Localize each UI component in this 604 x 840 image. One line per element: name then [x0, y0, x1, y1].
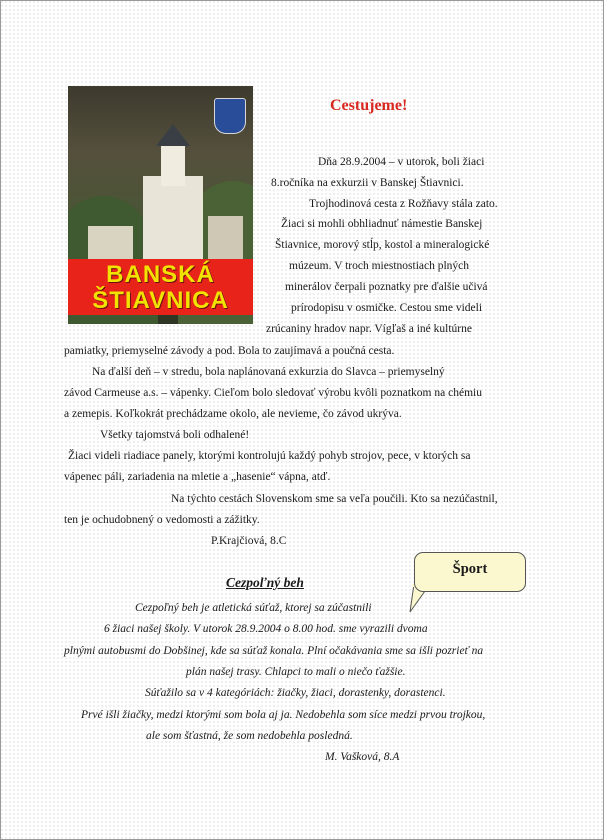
article-line: a zemepis. Koľkokrát prechádzame okolo, ale nevieme, čo závod ukrýva.: [64, 408, 402, 420]
tower-roof: [156, 124, 190, 146]
article-line: plnými autobusmi do Dobšinej, kde sa súťaž konala. Plní očakávania sme sa išli pozrieť na: [64, 645, 484, 657]
article-author: P.Krajčiová, 8.C: [211, 535, 287, 547]
poster-line-2: ŠTIAVNICA: [92, 287, 229, 314]
article-line: Súťažilo sa v 4 kategóriách: žiačky, žiaci, dorastenky, dorastenci.: [145, 687, 446, 699]
article-line: Trojhodinová cesta z Rožňavy stála zato.: [309, 198, 498, 210]
castle-building: [143, 176, 203, 271]
castle-tower: [161, 141, 185, 186]
article-line: vápenec páli, zariadenia na mletie a „hasenie“ vápna, atď.: [64, 471, 331, 483]
poster-line-1: BANSKÁ: [106, 261, 215, 288]
article-line: Žiaci videli riadiace panely, ktorými kontrolujú každý pohyb strojov, pece, v ktorých sa: [68, 450, 471, 462]
article-line: závod Carmeuse a.s. – vápenky. Cieľom bolo sledovať výrobu kvôli poznatkom na chémiu: [64, 387, 482, 399]
article-line: prírodopisu v osmičke. Cestou sme videli: [291, 302, 483, 314]
article-line: Na týchto cestách Slovenskom sme sa veľa poučili. Kto sa nezúčastnil,: [171, 493, 498, 505]
article-line: plán našej trasy. Chlapci to mali o niečo ťažšie.: [186, 666, 406, 678]
article-line: Dňa 28.9.2004 – v utorok, boli žiaci: [318, 156, 485, 168]
coat-of-arms-icon: [214, 98, 246, 134]
article-line: Cezpoľný beh je atletická súťaž, ktorej sa zúčastnili: [135, 602, 372, 614]
article-line: ten je ochudobnený o vedomosti a zážitky.: [64, 514, 260, 526]
article-line: 6 žiaci našej školy. V utorok 28.9.2004 o 8.00 hod. sme vyrazili dvoma: [104, 623, 428, 635]
article-line: Žiaci si mohli obhliadnuť námestie Banskej: [281, 218, 483, 230]
article-line: pamiatky, priemyselné závody a pod. Bola to zaujímavá a poučná cesta.: [64, 345, 395, 357]
banska-stiavnica-poster: [68, 86, 253, 324]
article-author: M. Vašková, 8.A: [325, 751, 400, 763]
article-line: Prvé išli žiačky, medzi ktorými som bola aj ja. Nedobehla som síce medzi prvou trojkou,: [81, 709, 486, 721]
sport-callout: [414, 552, 526, 592]
article-line: minerálov čerpali poznatky pre ďalšie učivá: [285, 281, 488, 293]
article-line: Štiavnice, morový stĺp, kostol a mineralogické: [275, 239, 490, 251]
house: [208, 216, 243, 261]
article-line: 8.ročníka na exkurzii v Banskej Štiavnici.: [271, 177, 464, 189]
callout-label: Šport: [452, 561, 488, 577]
article-line: zrúcaniny hradov napr. Vígľaš a iné kultúrne: [266, 323, 472, 335]
article-line: múzeum. V troch miestnostiach plných: [289, 260, 470, 272]
article-line: Na ďalší deň – v stredu, bola naplánovaná exkurzia do Slavca – priemyselný: [92, 366, 445, 378]
article-line: Všetky tajomstvá boli odhalené!: [100, 429, 250, 441]
poster-banner: [68, 259, 253, 315]
article-title: Cestujeme!: [330, 97, 408, 114]
article-title: Cezpoľný beh: [226, 575, 304, 590]
article-line: ale som šťastná, že som nedobehla posledná.: [146, 730, 353, 742]
